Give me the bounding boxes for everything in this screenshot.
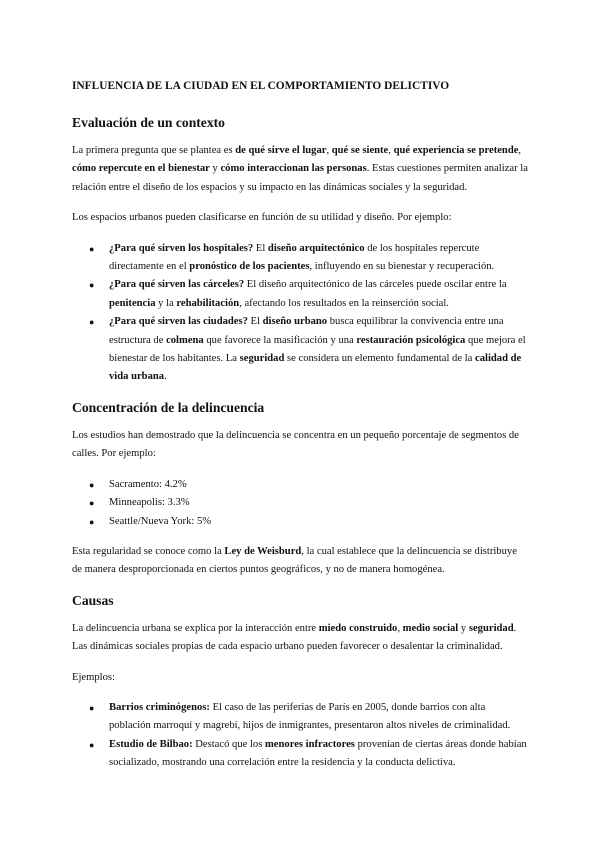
list-ejemplos (72, 699, 528, 773)
list-item-carceles: ● ¿Para qué sirven las cárceles? El diseño arquitectónico de las cárceles puede oscilar entre la penitencia y la rehabilitación, afectando los resultados en la reinserción social. (72, 276, 528, 313)
paragraph-weisburd: Esta regularidad se conoce como la Ley de Weisburd, la cual establece que la delincuencia se distribuye de manera desproporcionada en ciertos puntos geográficos, y no de manera homogénea. (72, 545, 517, 576)
paragraph-causas: La delincuencia urbana se explica por la interacción entre miedo construido, medio social y seguridad. Las dinámicas sociales propias de cada espacio urbano pueden favorecer o desalentar la criminalidad. (72, 622, 517, 653)
document-title: INFLUENCIA DE LA CIUDAD EN EL COMPORTAMIENTO DELICTIVO (72, 80, 450, 92)
list-item-seattle: ● Seattle/Nueva York: 5% (72, 513, 528, 531)
bullet-icon: ● (89, 243, 95, 254)
list-item-sacramento: ● Sacramento: 4.2% (72, 476, 528, 494)
list-item-hospitales: ● ¿Para qué sirven los hospitales? El diseño arquitectónico de los hospitales repercute directamente en el pronóstico de los pacientes, influyendo en su bienestar y recuperación. (72, 240, 528, 277)
list-item-minneapolis: ● Minneapolis: 3.3% (72, 494, 528, 512)
section-heading-concentracion: Concentración de la delincuencia (72, 399, 265, 415)
paragraph-espacios: Los espacios urbanos pueden clasificarse en función de su utilidad y diseño. Por ejemplo: (72, 212, 452, 224)
bullet-icon: ● (89, 516, 95, 527)
bullet-icon: ● (89, 739, 95, 750)
paragraph-estudios: Los estudios han demostrado que la delincuencia se concentra en un pequeño porcentaje de segmentos de calles. Por ejemplo: (72, 429, 519, 460)
list-espacios (72, 240, 528, 387)
bullet-icon: ● (89, 280, 95, 291)
section-heading-causas: Causas (72, 592, 114, 608)
list-ciudades (72, 476, 528, 531)
section-heading-evaluacion: Evaluación de un contexto (72, 115, 225, 130)
list-item-ciudades: ● ¿Para qué sirven las ciudades? El diseño urbano busca equilibrar la convivencia entre una estructura de colmena que favorece la masificación y una restauración psicológica que mejora el bienestar de los habitantes. La seguridad se considera un elemento fundamental de la calidad de vida urbana. (72, 313, 528, 387)
bullet-icon: ● (89, 498, 95, 509)
bullet-icon: ● (89, 479, 95, 490)
bullet-icon: ● (89, 317, 95, 328)
list-item-bilbao: ● Estudio de Bilbao: Destacó que los menores infractores provenían de ciertas áreas donde habían socializado, mostrando una correlación entre la residencia y la conducta delictiva. (72, 736, 528, 773)
paragraph-pregunta: La primera pregunta que se plantea es de qué sirve el lugar, qué se siente, qué experiencia se pretende, cómo repercute en el bienestar y cómo interaccionan las personas. Estas cuestiones permiten analizar la relación entre el diseño de los espacios y su impacto en las dinámicas sociales y la seguridad. (72, 145, 528, 193)
list-item-barrios: ● Barrios criminógenos: El caso de las periferias de París en 2005, donde barrios con alta población marroquí y magrebí, hijos de inmigrantes, presentaron altos niveles de criminalidad. (72, 699, 528, 736)
paragraph-ejemplos: Ejemplos: (72, 671, 115, 683)
bullet-icon: ● (89, 702, 95, 713)
